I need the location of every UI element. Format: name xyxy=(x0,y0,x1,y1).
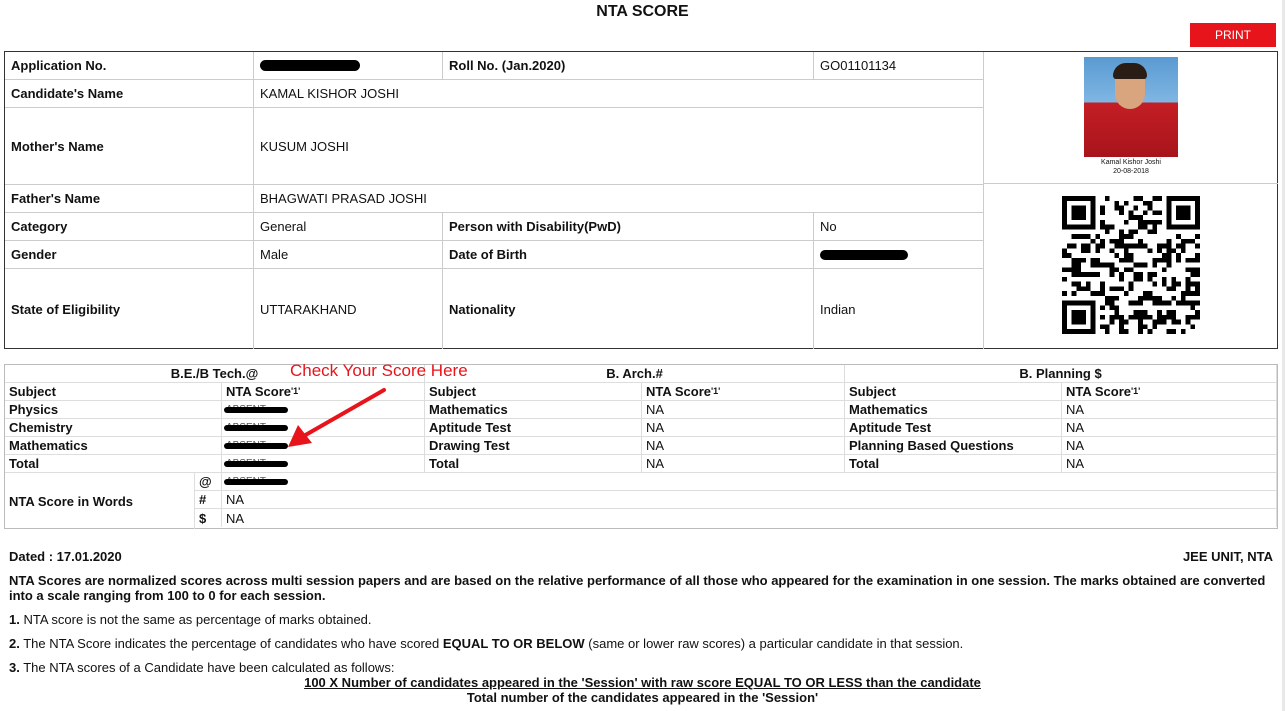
state-label: State of Eligibility xyxy=(5,269,254,349)
formula-denominator: Total number of the candidates appeared in the 'Session' xyxy=(466,690,819,705)
note-number: 1. xyxy=(9,612,20,627)
bplan-subject: Total xyxy=(845,455,1062,473)
bplan-subject: Mathematics xyxy=(845,401,1062,419)
barch-subject-header: Subject xyxy=(425,383,642,401)
bplan-subject-header: Subject xyxy=(845,383,1062,401)
note-2 xyxy=(9,636,1269,651)
btech-subject: Total xyxy=(5,455,222,473)
barch-score: NA xyxy=(642,419,845,437)
score-header-text: NTA Score xyxy=(226,384,292,399)
bplan-header: B. Planning $ xyxy=(845,365,1277,383)
barch-subject: Aptitude Test xyxy=(425,419,642,437)
nationality-label: Nationality xyxy=(443,269,814,349)
redacted-score xyxy=(226,440,266,451)
words-value: NA xyxy=(222,491,1277,509)
redaction-mark xyxy=(224,461,288,467)
formula-numerator: 100 X Number of candidates appeared in the 'Session' with raw score EQUAL TO OR LESS than the candidate xyxy=(304,675,981,690)
print-button[interactable]: PRINT xyxy=(1190,23,1276,47)
redaction-mark xyxy=(820,250,908,260)
score-header-sup: '1' xyxy=(291,386,301,396)
score-header-sup: '1' xyxy=(711,386,721,396)
bplan-score: NA xyxy=(1062,401,1277,419)
roll-no-label: Roll No. (Jan.2020) xyxy=(443,52,814,80)
qr-code-icon xyxy=(1062,196,1200,334)
candidate-details-table xyxy=(4,51,1278,349)
bplan-subject: Aptitude Test xyxy=(845,419,1062,437)
redaction-mark xyxy=(260,60,360,71)
note-text: The NTA scores of a Candidate have been calculated as follows: xyxy=(23,660,395,675)
words-symbol: # xyxy=(195,491,222,509)
mother-name-value: KUSUM JOSHI xyxy=(254,108,984,185)
gender-value: Male xyxy=(254,241,443,269)
words-symbol: @ xyxy=(195,473,222,491)
redacted-score xyxy=(226,422,266,433)
dated-text: Dated : 17.01.2020 xyxy=(9,549,122,564)
note-emphasis: EQUAL TO OR BELOW xyxy=(442,636,585,651)
score-in-words-label: NTA Score in Words xyxy=(5,473,195,529)
btech-header: B.E./B Tech.@ xyxy=(5,365,425,383)
bplan-score: NA xyxy=(1062,437,1277,455)
application-no-value xyxy=(254,52,443,80)
note-number: 3. xyxy=(9,660,20,675)
bplan-score-header xyxy=(1062,383,1277,401)
btech-subject-header: Subject xyxy=(5,383,222,401)
barch-subject: Drawing Test xyxy=(425,437,642,455)
note-1 xyxy=(9,612,1269,627)
score-header-text: NTA Score xyxy=(646,384,712,399)
check-score-annotation: Check Your Score Here xyxy=(290,361,468,380)
score-header-sup: '1' xyxy=(1131,386,1141,396)
candidate-photo xyxy=(1084,57,1178,157)
btech-subject: Mathematics xyxy=(5,437,222,455)
page-title: NTA SCORE xyxy=(596,3,689,20)
bplan-score: NA xyxy=(1062,455,1277,473)
btech-score xyxy=(222,455,425,473)
note-text-a: The NTA Score indicates the percentage of candidates who have scored xyxy=(23,636,443,651)
barch-subject: Total xyxy=(425,455,642,473)
words-value: NA xyxy=(222,509,1277,527)
score-header-text: NTA Score xyxy=(1066,384,1132,399)
barch-score: NA xyxy=(642,437,845,455)
btech-subject: Chemistry xyxy=(5,419,222,437)
redacted-score xyxy=(226,404,266,415)
roll-no-value: GO01101134 xyxy=(814,52,984,80)
nationality-value: Indian xyxy=(814,269,984,349)
photo-caption-date: 20-08-2018 xyxy=(1113,168,1149,175)
father-name-value: BHAGWATI PRASAD JOSHI xyxy=(254,185,984,213)
unit-text: JEE UNIT, NTA xyxy=(1182,549,1273,564)
redaction-mark xyxy=(224,425,288,431)
redacted-score xyxy=(226,458,266,469)
bplan-subject: Planning Based Questions xyxy=(845,437,1062,455)
barch-score-header xyxy=(642,383,845,401)
note-3 xyxy=(9,660,1269,675)
barch-score: NA xyxy=(642,455,845,473)
barch-header: B. Arch.# xyxy=(425,365,845,383)
barch-subject: Mathematics xyxy=(425,401,642,419)
application-no-label: Application No. xyxy=(5,52,254,80)
pwd-label: Person with Disability(PwD) xyxy=(443,213,814,241)
note-text-c: (same or lower raw scores) a particular candidate in that session. xyxy=(584,636,964,651)
photo-hair xyxy=(1113,63,1147,79)
category-label: Category xyxy=(5,213,254,241)
photo-caption-name: Kamal Kishor Joshi xyxy=(1101,159,1161,166)
btech-subject: Physics xyxy=(5,401,222,419)
score-table xyxy=(4,364,1278,529)
barch-score: NA xyxy=(642,401,845,419)
pwd-value: No xyxy=(814,213,984,241)
redaction-mark xyxy=(224,479,288,485)
note-text: NTA score is not the same as percentage of marks obtained. xyxy=(23,612,372,627)
note-number: 2. xyxy=(9,636,20,651)
redaction-mark xyxy=(224,407,288,413)
category-value: General xyxy=(254,213,443,241)
gender-label: Gender xyxy=(5,241,254,269)
dob-label: Date of Birth xyxy=(443,241,814,269)
red-arrow-icon xyxy=(280,385,390,450)
qr-cell xyxy=(984,184,1278,349)
father-name-label: Father's Name xyxy=(5,185,254,213)
bplan-score: NA xyxy=(1062,419,1277,437)
words-value xyxy=(222,473,1277,491)
candidate-name-value: KAMAL KISHOR JOSHI xyxy=(254,80,984,108)
photo-cell xyxy=(984,52,1278,184)
words-symbol: $ xyxy=(195,509,222,527)
state-value: UTTARAKHAND xyxy=(254,269,443,349)
dob-value xyxy=(814,241,984,269)
redacted-score xyxy=(226,476,266,487)
candidate-name-label: Candidate's Name xyxy=(5,80,254,108)
mother-name-label: Mother's Name xyxy=(5,108,254,185)
redaction-mark xyxy=(224,443,288,449)
intro-paragraph: NTA Scores are normalized scores across multi session papers and are based on the relative performance of all those who appeared for the examination in one session. The marks obtained are converted into a scale ranging from 100 to 0 for each session. xyxy=(9,573,1266,603)
